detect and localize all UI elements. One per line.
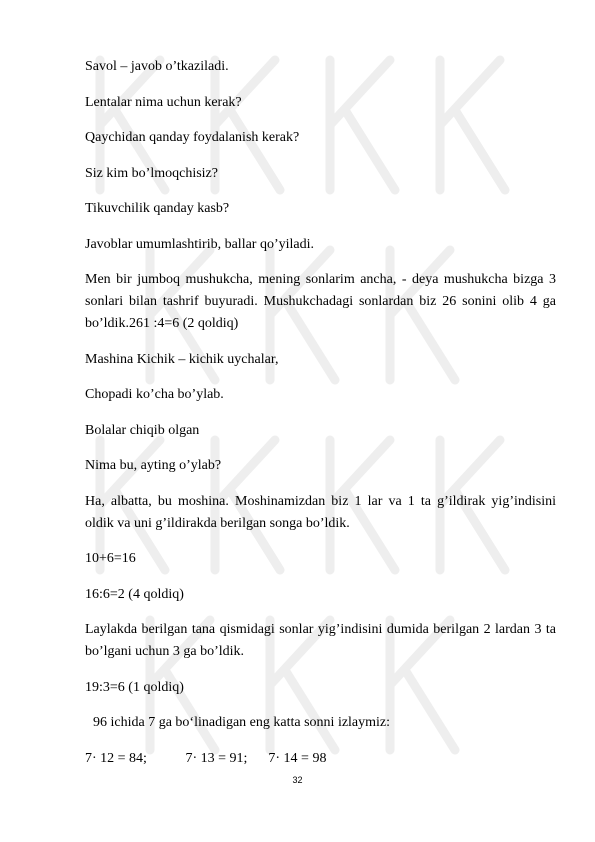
paragraph: Qaychidan qanday foydalanish kerak?: [85, 130, 300, 145]
paragraph: 7· 12 = 84; 7· 13 = 91; 7· 14 = 98: [85, 750, 327, 766]
paragraph: 19:3=6 (1 qoldiq): [85, 679, 184, 695]
paragraph: Mashina Kichik – kichik uychalar,: [85, 351, 279, 367]
document-body: [85, 56, 556, 783]
paragraph: Javoblar umumlashtirib, ballar qo’yiladi.: [85, 236, 315, 252]
paragraph: 16:6=2 (4 qoldiq): [85, 586, 184, 602]
paragraph: Chopadi ko’cha bo’ylab.: [85, 387, 224, 402]
paragraph: Laylakda berilgan tana qismidagi sonlar yig’indisini dumida berilgan 2 lardan 3 ta bo’lgani uchun 3 ga bo’ldik.: [85, 622, 556, 659]
paragraph: Nima bu, ayting o’ylab?: [85, 458, 222, 473]
paragraph: 10+6=16: [85, 551, 136, 566]
paragraph: Savol – javob o’tkaziladi.: [85, 59, 229, 74]
page-number: 32: [292, 775, 303, 785]
paragraph: Bolalar chiqib olgan: [85, 422, 200, 438]
paragraph: Siz kim bo’lmoqchisiz?: [85, 165, 218, 181]
paragraph: Tikuvchilik qanday kasb?: [85, 201, 230, 216]
paragraph: Men bir jumboq mushukcha, mening sonlarim ancha, - deya mushukcha bizga 3 sonlari bilan tashrif buyuradi. Mushukchadagi sonlardan biz 26 sonini olib 4 ga bo’ldik.261 :4=6 (2 qoldiq): [85, 272, 556, 331]
paragraph: 96 ichida 7 ga bo‘linadigan eng katta sonni izlaymiz:: [93, 715, 391, 730]
paragraph: Ha, albatta, bu moshina. Moshinamizdan biz 1 lar va 1 ta g’ildirak yig’indisini oldik va uni g’ildirakda berilgan songa bo’ldik.: [85, 493, 556, 531]
paragraph: Lentalar nima uchun kerak?: [85, 94, 242, 110]
